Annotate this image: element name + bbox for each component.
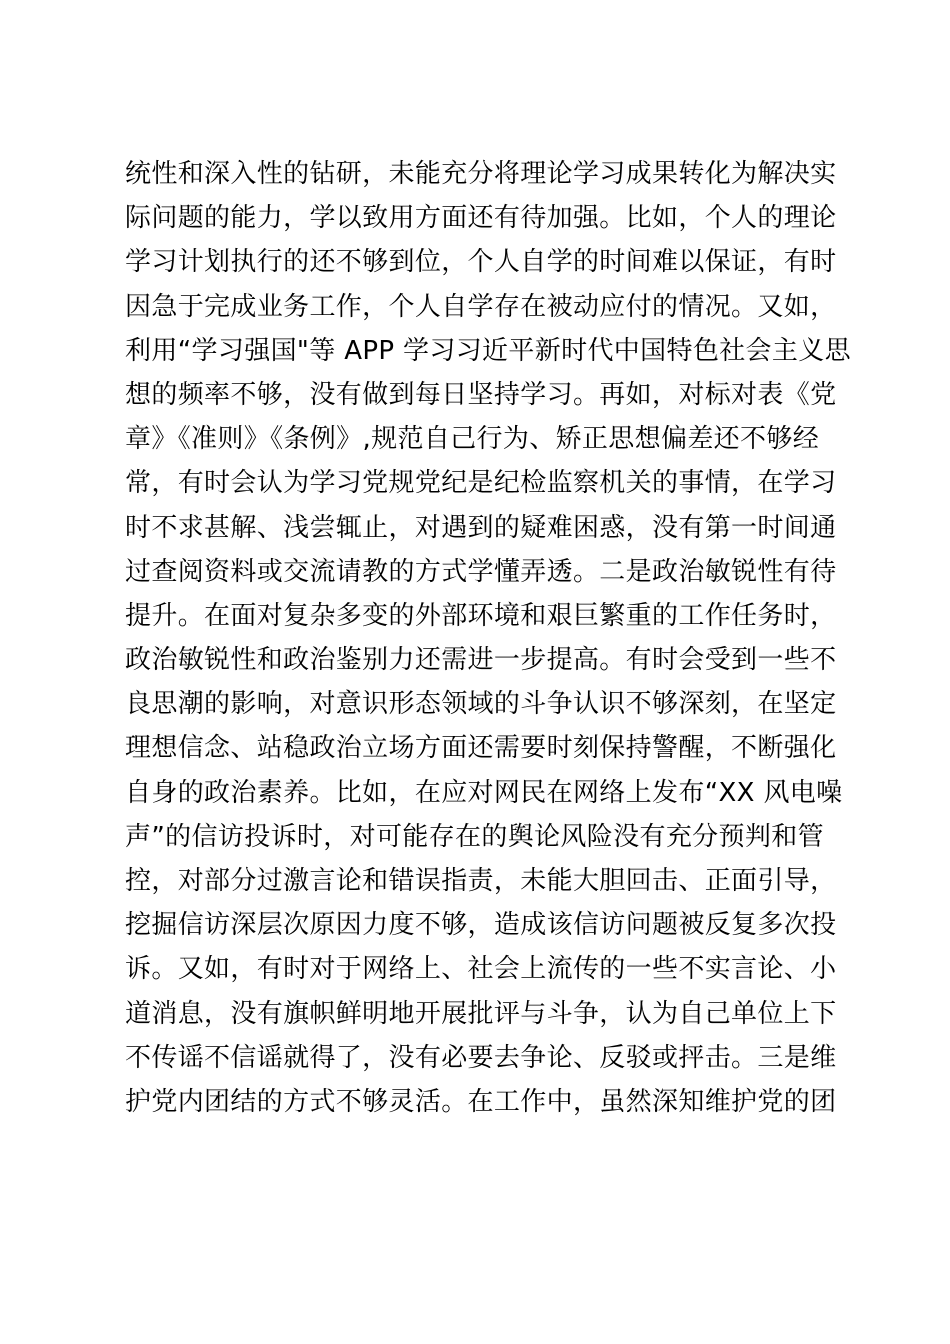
text-line: 政治敏锐性和政治鉴别力还需进一步提高。有时会受到一些不 — [125, 645, 837, 676]
text-line: 提升。在面对复杂多变的外部环境和艰巨繁重的工作任务时， — [125, 600, 837, 631]
text-line: 道消息，没有旗帜鲜明地开展批评与斗争，认为自己单位上下 — [125, 998, 837, 1029]
text-line: 常，有时会认为学习党规党纪是纪检监察机关的事情，在学习 — [125, 468, 837, 499]
text-line: 良思潮的影响，对意识形态领域的斗争认识不够深刻，在坚定 — [125, 689, 837, 720]
text-line: 理想信念、站稳政治立场方面还需要时刻保持警醒，不断强化 — [125, 733, 837, 764]
text-line: 因急于完成业务工作，个人自学存在被动应付的情况。又如， — [125, 291, 837, 322]
text-line: 不传谣不信谣就得了，没有必要去争论、反驳或抨击。三是维 — [125, 1042, 837, 1073]
text-line: 挖掘信访深层次原因力度不够，造成该信访问题被反复多次投 — [125, 910, 837, 941]
body-paragraph — [125, 152, 851, 1124]
text-line: 护党内团结的方式不够灵活。在工作中，虽然深知维护党的团 — [125, 1086, 837, 1117]
text-line: 统性和深入性的钻研，未能充分将理论学习成果转化为解决实 — [125, 159, 837, 189]
text-line: 诉。又如，有时对于网络上、社会上流传的一些不实言论、小 — [125, 954, 837, 985]
text-line: 时不求甚解、浅尝辄止，对遇到的疑难困惑，没有第一时间通 — [125, 512, 837, 543]
text-line: 过查阅资料或交流请教的方式学懂弄透。二是政治敏锐性有待 — [125, 556, 837, 587]
text-line: 控，对部分过激言论和错误指责，未能大胆回击、正面引导， — [125, 866, 837, 896]
text-line: 声”的信访投诉时，对可能存在的舆论风险没有充分预判和管 — [125, 821, 824, 852]
text-line: 利用“学习强国"等 APP 学习习近平新时代中国特色社会主义思 — [125, 335, 851, 366]
text-line: 章》《准则》《条例》,规范自己行为、矫正思想偏差还不够经 — [125, 424, 820, 455]
text-line: 想的频率不够，没有做到每日坚持学习。再如，对标对表《党 — [125, 379, 837, 410]
text-line: 学习计划执行的还不够到位，个人自学的时间难以保证，有时 — [125, 247, 837, 278]
text-line: 自身的政治素养。比如，在应对网民在网络上发布“XX 风电噪 — [125, 777, 843, 808]
text-line: 际问题的能力，学以致用方面还有待加强。比如，个人的理论 — [125, 203, 837, 234]
